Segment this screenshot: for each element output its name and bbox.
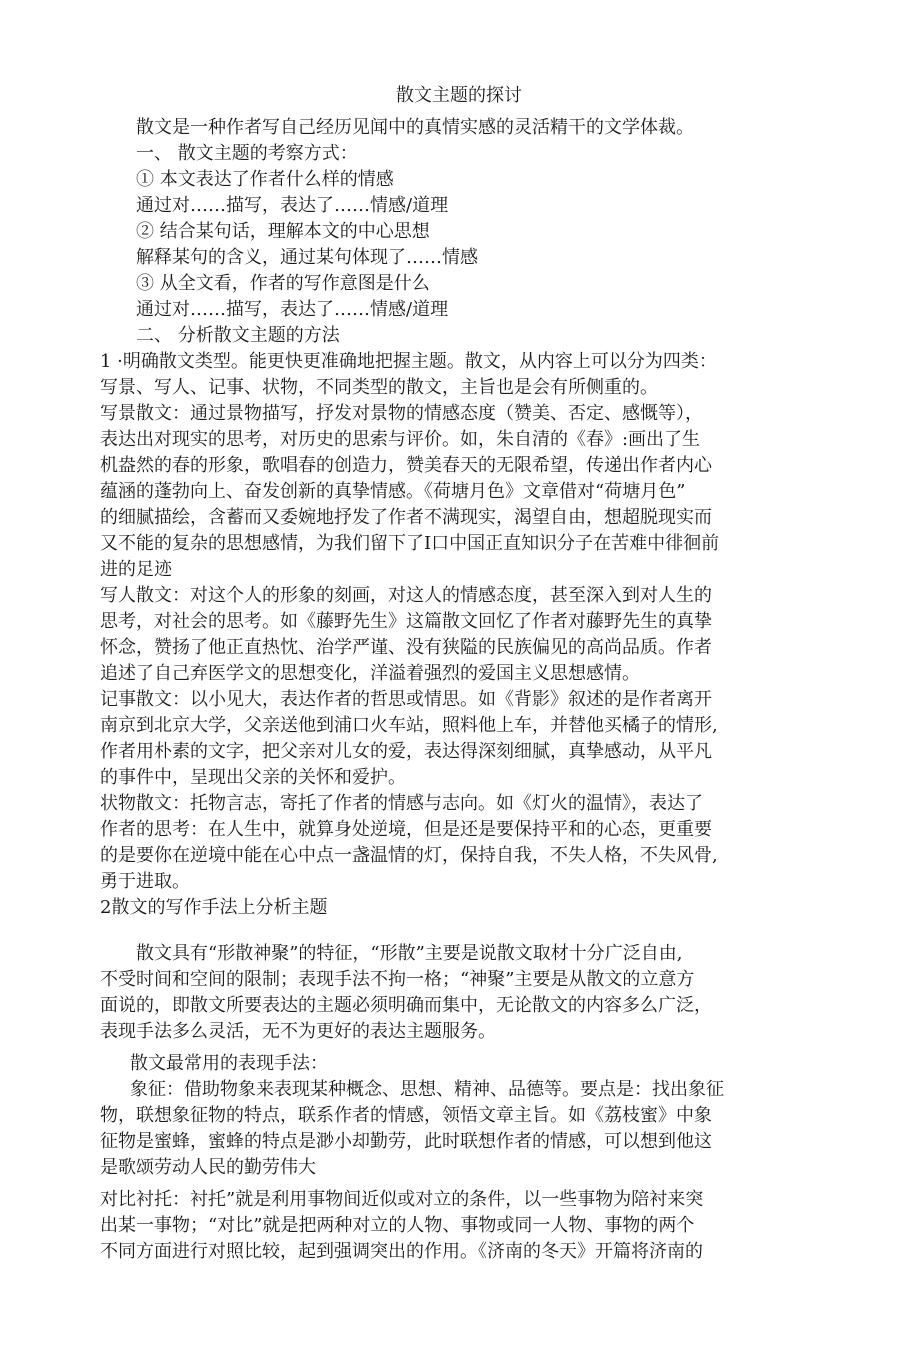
section-heading: 一、 散文主题的考察方式： bbox=[136, 143, 358, 164]
text-line: 的事件中，呈现出父亲的关怀和爱护。 bbox=[100, 767, 406, 788]
text-line: 不同方面进行对照比较，起到强调突出的作用。《济南的冬天》开篇将济南的 bbox=[100, 1241, 703, 1262]
text-line: 作者用朴素的文字，把父亲对儿女的爱，表达得深刻细腻，真挚感动，从平凡 bbox=[100, 741, 712, 762]
text-line: 思考，对社会的思考。如《藤野先生》这篇散文回忆了作者对藤野先生的真挚 bbox=[100, 611, 712, 632]
text-line: 蕴涵的蓬勃向上、奋发创新的真挚情感。《荷塘月色》文章借对“荷塘月色” bbox=[100, 481, 686, 502]
text-line: 写景、写人、记事、状物，不同类型的散文，主旨也是会有所侧重的。 bbox=[100, 377, 658, 398]
text-line: 勇于进取。 bbox=[100, 871, 190, 892]
text-line: 作者的思考：在人生中，就算身处逆境，但是还是要保持平和的心态，更重要 bbox=[100, 819, 712, 840]
text-line: 写人散文：对这个人的形象的刻画，对这人的情感态度，甚至深入到对人生的 bbox=[100, 585, 712, 606]
text-line: 南京到北京大学，父亲送他到浦口火车站，照料他上车，并替他买橘子的情形, bbox=[100, 715, 718, 736]
text-line: ③ 从全文看，作者的写作意图是什么 bbox=[136, 273, 430, 294]
text-line: 面说的，即散文所要表达的主题必须明确而集中，无论散文的内容多么广泛， bbox=[100, 995, 712, 1016]
text-line: 是歌颂劳动人民的勤劳伟大 bbox=[100, 1157, 316, 1178]
text-line: 表现手法多么灵活，无不为更好的表达主题服务。 bbox=[100, 1021, 496, 1042]
text-line: ② 结合某句话，理解本文的中心思想 bbox=[136, 221, 430, 242]
text-line: 散文最常用的表现手法： bbox=[130, 1053, 328, 1074]
text-line: 出某一事物；“对比”就是把两种对立的人物、事物或同一人物、事物的两个 bbox=[100, 1215, 695, 1236]
text-line: 通过对……描写，表达了……情感/道理 bbox=[136, 299, 449, 320]
text-line: 散文是一种作者写自己经历见闻中的真情实感的灵活精干的文学体裁。 bbox=[136, 117, 694, 138]
text-line: 表达出对现实的思考，对历史的思索与评价。如，朱自清的《春》:画出了生 bbox=[100, 429, 701, 450]
text-line: 写景散文：通过景物描写，抒发对景物的情感态度（赞美、否定、感慨等）， bbox=[100, 403, 703, 424]
text-line: 物，联想象征物的特点，联系作者的情感，领悟文章主旨。如《荔枝蜜》中象 bbox=[100, 1105, 712, 1126]
text-line: ① 本文表达了作者什么样的情感 bbox=[136, 169, 394, 190]
text-line: 的细腻描绘，含蓄而又委婉地抒发了作者不满现实，渴望自由，想超脱现实而 bbox=[100, 507, 712, 528]
text-line: 征物是蜜蜂，蜜蜂的特点是渺小却勤劳，此时联想作者的情感，可以想到他这 bbox=[100, 1131, 712, 1152]
text-line: 状物散文：托物言志，寄托了作者的情感与志向。如《灯火的温情》，表达了 bbox=[100, 793, 703, 814]
text-line: 1 ·明确散文类型。能更快更准确地把握主题。散文，从内容上可以分为四类： bbox=[100, 351, 717, 372]
text-line: 象征：借助物象来表现某种概念、思想、精神、品德等。要点是：找出象征 bbox=[130, 1079, 724, 1100]
text-line: 解释某句的含义，通过某句体现了……情感 bbox=[136, 247, 478, 268]
text-line: 记事散文：以小见大，表达作者的哲思或情思。如《背影》叙述的是作者离开 bbox=[100, 689, 712, 710]
text-line: 怀念，赞扬了他正直热忱、治学严谨、没有狭隘的民族偏见的高尚品质。作者 bbox=[100, 637, 712, 658]
text-line: 通过对……描写，表达了……情感/道理 bbox=[136, 195, 449, 216]
text-line: 的是要你在逆境中能在心中点一盏温情的灯，保持自我，不失人格，不失风骨, bbox=[100, 845, 718, 866]
section-heading: 2散文的写作手法上分析主题 bbox=[100, 897, 328, 918]
text-line: 机盎然的春的形象，歌唱春的创造力，赞美春天的无限希望，传递出作者内心 bbox=[100, 455, 712, 476]
text-line: 又不能的复杂的思想感情，为我们留下了I口中国正直知识分子在苦难中徘徊前 bbox=[100, 533, 720, 554]
text-line: 散文具有“形散神聚”的特征，“形散”主要是说散文取材十分广泛自由, bbox=[136, 943, 683, 964]
text-line: 进的足迹 bbox=[100, 559, 172, 580]
text-line: 不受时间和空间的限制；表现手法不拘一格；“神聚”主要是从散文的立意方 bbox=[100, 969, 695, 990]
text-line: 追述了自己弃医学文的思想变化，洋溢着强烈的爱国主义思想感情。 bbox=[100, 663, 640, 684]
text-line: 对比衬托：衬托”就是利用事物间近似或对立的条件，以一些事物为陪衬来突 bbox=[100, 1189, 704, 1210]
page-title: 散文主题的探讨 bbox=[396, 85, 522, 106]
section-heading: 二、 分析散文主题的方法 bbox=[136, 325, 340, 346]
